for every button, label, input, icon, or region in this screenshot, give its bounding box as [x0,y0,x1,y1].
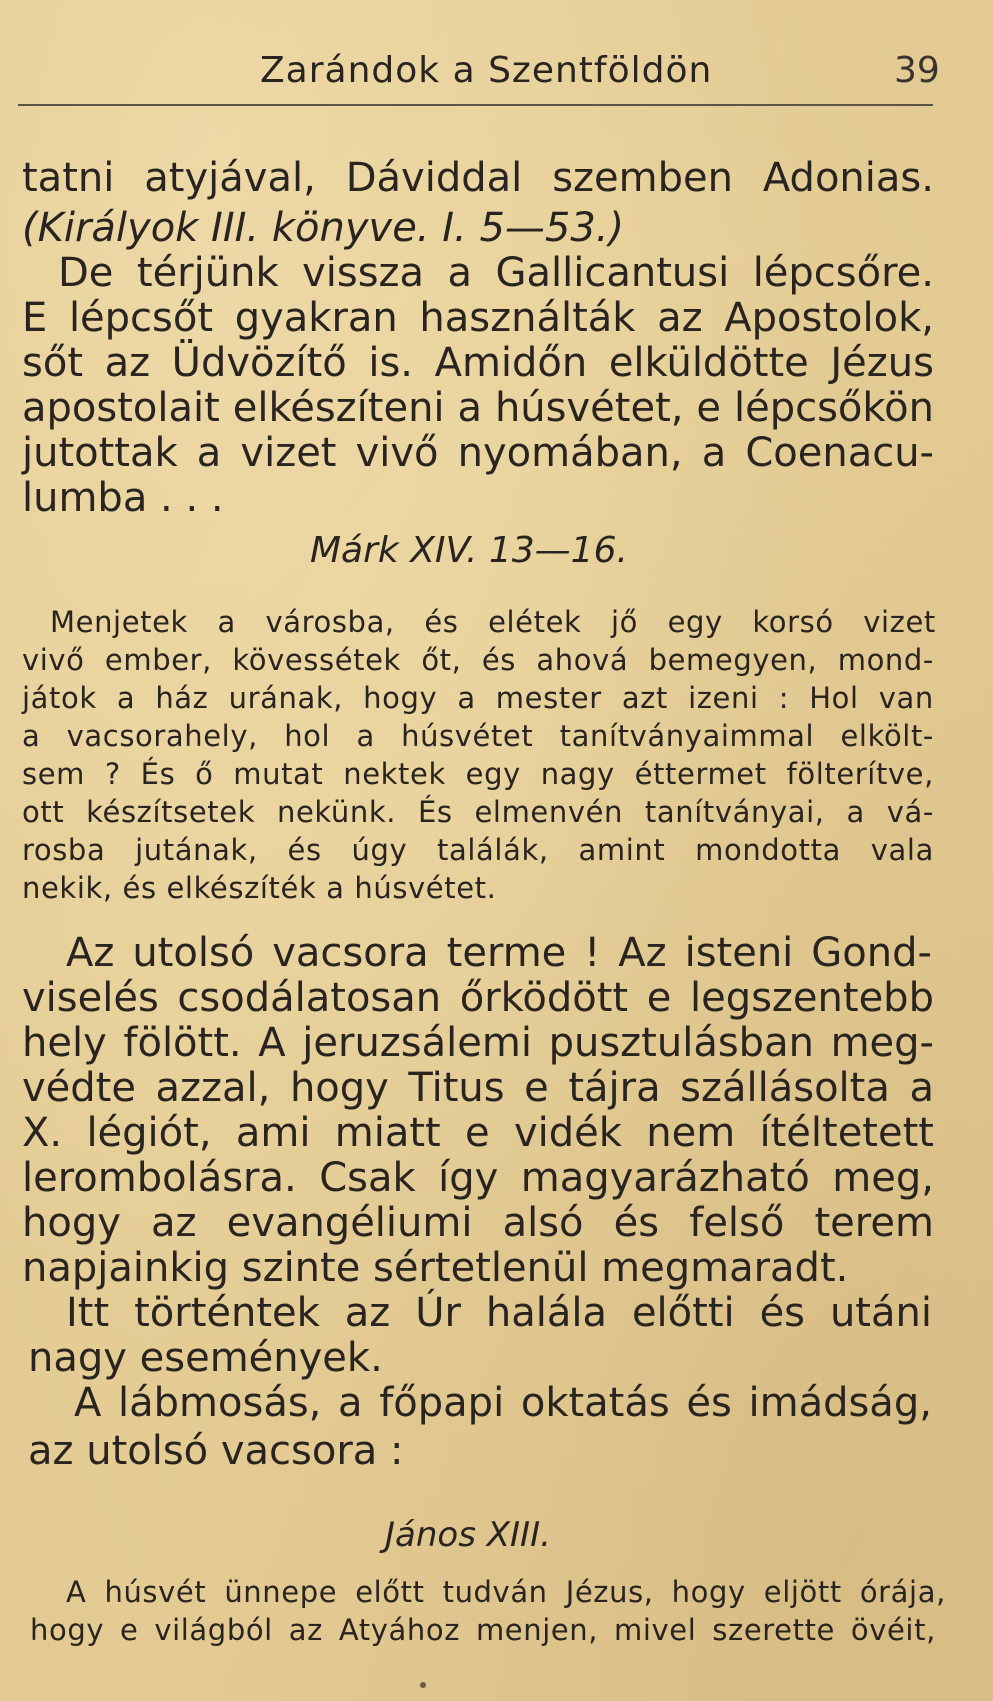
scripture-reference: Márk XIV. 13—16. [310,530,628,571]
quote-line: ott készítsetek nekünk. És elmenvén tanítványai, a vá- [22,795,934,829]
text-line: apostolait elkészíteni a húsvétet, e lépcsőkön [22,385,934,431]
text-line: sőt az Üdvözítő is. Amidőn elküldötte Jézus [22,340,934,386]
text-line: lerombolásra. Csak így magyarázható meg, [22,1155,934,1201]
text-line: X. légiót, ami miatt e vidék nem ítéltetett [22,1110,934,1156]
text-line: lumba . . . [22,475,224,521]
quote-line: hogy e világból az Atyához menjen, mivel szerette övéit, [30,1613,936,1647]
text-line: az utolsó vacsora : [28,1428,404,1474]
running-head [0,48,993,98]
text-line: Az utolsó vacsora terme ! Az isteni Gond- [66,930,932,976]
header-rule [18,104,933,106]
quote-line: sem ? És ő mutat nektek egy nagy éttermet fölterítve, [22,757,934,791]
text-line: hogy az evangéliumi alsó és felső terem [22,1200,934,1246]
scripture-reference: János XIII. [385,1515,551,1555]
text-line: De térjünk vissza a Gallicantusi lépcsőre. [58,250,934,296]
text-line: napjainkig szinte sértetlenül megmaradt. [22,1245,849,1291]
quote-line: nekik, és elkészíték a húsvétet. [22,871,497,905]
running-title: Zarándok a Szentföldön [260,50,713,91]
text-line: tatni atyjával, Dáviddal szemben Adonias. [22,155,934,201]
text-line: E lépcsőt gyakran használták az Apostolok, [22,295,934,341]
text-line: viselés csodálatosan őrködött e legszentebb [22,975,934,1021]
text-line: védte azzal, hogy Titus e tájra szállásolta a [22,1065,934,1111]
text-line: Itt történtek az Úr halála előtti és utáni [66,1290,932,1336]
quote-line: rosba jutának, és úgy találák, amint mondotta vala [22,833,934,867]
text-line: hely fölött. A jeruzsálemi pusztulásban meg- [22,1020,934,1066]
quote-line: a vacsorahely, hol a húsvétet tanítványaimmal elkölt- [22,719,934,753]
citation-line: (Királyok III. könyve. I. 5—53.) [22,205,625,251]
quote-line: vivő ember, kövessétek őt, és ahová bemegyen, mond- [22,643,934,677]
quote-line: Menjetek a városba, és elétek jő egy korsó vizet [50,605,936,639]
quote-line: játok a ház urának, hogy a mester azt izeni : Hol van [22,681,934,715]
page-number: 39 [894,50,940,91]
text-line: A lábmosás, a főpapi oktatás és imádság, [74,1380,932,1426]
text-line: nagy események. [28,1335,383,1381]
ink-speck [420,1682,426,1688]
quote-line: A húsvét ünnepe előtt tudván Jézus, hogy eljött órája, [66,1575,946,1609]
text-line: jutottak a vizet vivő nyomában, a Coenacu- [22,430,934,476]
